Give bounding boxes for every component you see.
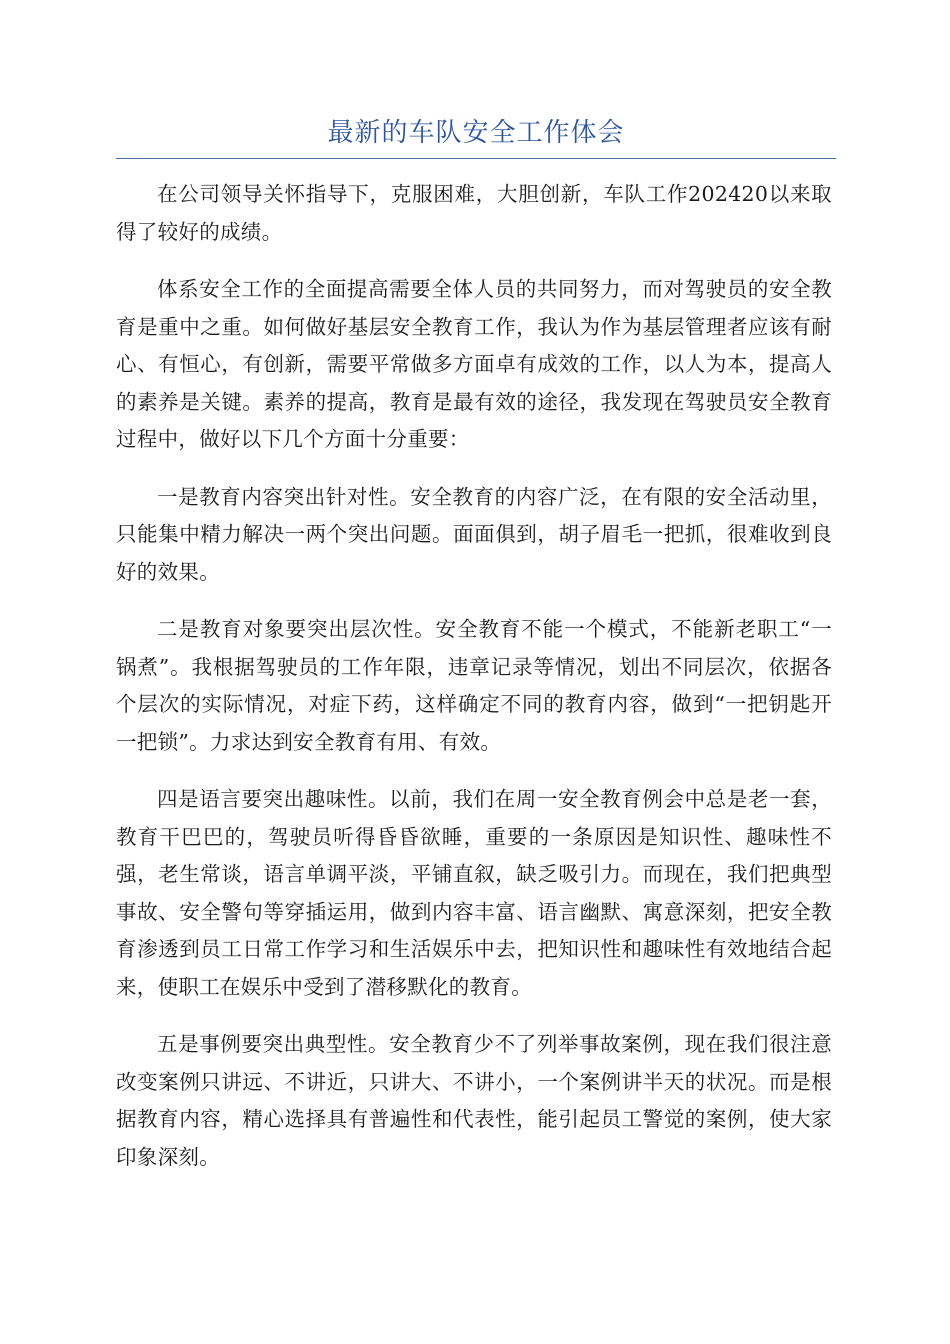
paragraph-5: 四是语言要突出趣味性。以前，我们在周一安全教育例会中总是老一套，教育干巴巴的，驾驶员听得昏昏欲睡，重要的一条原因是知识性、趣味性不强，老生常谈，语言单调平淡，平铺直叙，缺乏吸引力。而现在，我们把典型事故、安全警句等穿插运用，做到内容丰富、语言幽默、寓意深刻，把安全教育渗透到员工日常工作学习和生活娱乐中去，把知识性和趣味性有效地结合起来，使职工在娱乐中受到了潜移默化的教育。 — [116, 787, 832, 999]
paragraph-3: 一是教育内容突出针对性。安全教育的内容广泛，在有限的安全活动里，只能集中精力解决一两个突出问题。面面俱到，胡子眉毛一把抓，很难收到良好的效果。 — [116, 484, 832, 584]
paragraph-4: 二是教育对象要突出层次性。安全教育不能一个模式，不能新老职工“一锅煮”。我根据驾驶员的工作年限，违章记录等情况，划出不同层次，依据各个层次的实际情况，对症下药，这样确定不同的教育内容，做到“一把钥匙开一把锁”。力求达到安全教育有用、有效。 — [116, 617, 832, 754]
title-block — [116, 112, 836, 159]
paragraph-1: 在公司领导关怀指导下，克服困难，大胆创新，车队工作202420以来取得了较好的成绩。 — [116, 182, 832, 244]
document-body — [116, 176, 832, 1196]
paragraph-6: 五是事例要突出典型性。安全教育少不了列举事故案例，现在我们很注意改变案例只讲远、不讲近，只讲大、不讲小，一个案例讲半天的状况。而是根据教育内容，精心选择具有普遍性和代表性，能引起员工警觉的案例，使大家印象深刻。 — [116, 1032, 832, 1169]
paragraph-2: 体系安全工作的全面提高需要全体人员的共同努力，而对驾驶员的安全教育是重中之重。如何做好基层安全教育工作，我认为作为基层管理者应该有耐心、有恒心，有创新，需要平常做多方面卓有成效的工作，以人为本，提高人的素养是关键。素养的提高，教育是最有效的途径，我发现在驾驶员安全教育过程中，做好以下几个方面十分重要： — [116, 277, 832, 451]
page-title: 最新的车队安全工作体会 — [327, 118, 625, 148]
